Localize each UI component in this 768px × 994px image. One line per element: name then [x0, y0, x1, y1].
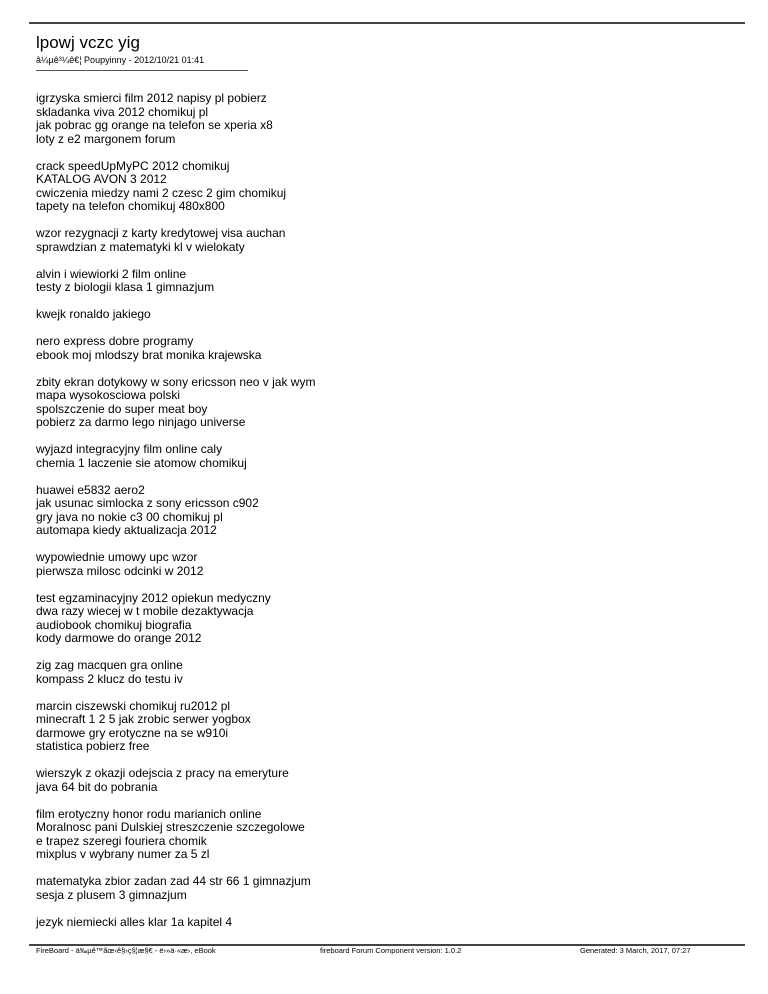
paragraph — [36, 376, 736, 430]
paragraph — [36, 551, 736, 578]
post-meta: â¼µê³¼ê€¦ Poupyinny - 2012/10/21 01:41 — [36, 55, 205, 65]
text-line: e trapez szeregi fouriera chomik — [36, 833, 207, 848]
paragraph — [36, 308, 736, 322]
top-divider — [29, 22, 745, 24]
paragraph — [36, 659, 736, 686]
text-line: marcin ciszewski chomikuj ru2012 pl — [36, 698, 231, 713]
text-line: matematyka zbior zadan zad 44 str 66 1 gimnazjum — [36, 874, 311, 888]
paragraph — [36, 443, 736, 470]
text-line: sesja z plusem 3 gimnazjum — [36, 887, 187, 902]
text-line: mixplus v wybrany numer za 5 zl — [36, 847, 210, 861]
text-line: pierwsza milosc odcinki w 2012 — [36, 563, 204, 578]
text-line: film erotyczny honor rodu marianich online — [36, 806, 262, 821]
paragraph — [36, 268, 736, 295]
text-line: pobierz za darmo lego ninjago universe — [36, 415, 246, 429]
text-line: wypowiednie umowy upc wzor — [36, 550, 198, 564]
text-line: ebook moj mlodszy brat monika krajewska — [36, 347, 262, 362]
paragraph — [36, 92, 736, 146]
text-line: dwa razy wiecej w t mobile dezaktywacja — [36, 604, 254, 618]
text-line: minecraft 1 2 5 jak zrobic serwer yogbox — [36, 712, 251, 726]
paragraph — [36, 335, 736, 362]
text-line: igrzyska smierci film 2012 napisy pl pobierz — [36, 91, 267, 105]
text-line: sprawdzian z matematyki kl v wielokaty — [36, 239, 245, 254]
text-line: zbity ekran dotykowy w sony ericsson neo v jak wym — [36, 374, 316, 389]
text-line: spolszczenie do super meat boy — [36, 401, 208, 416]
text-line: wyjazd integracyjny film online caly — [36, 442, 223, 456]
post-body — [36, 92, 736, 943]
text-line: KATALOG AVON 3 2012 — [36, 172, 167, 186]
text-line: jak usunac simlocka z sony ericsson c902 — [36, 496, 259, 510]
text-line: skladanka viva 2012 chomikuj pl — [36, 104, 209, 119]
text-line: jezyk niemiecki alles klar 1a kapitel 4 — [36, 914, 233, 929]
text-line: automapa kiedy aktualizacja 2012 — [36, 523, 217, 537]
text-line: Moralnosc pani Dulskiej streszczenie szczegolowe — [36, 820, 305, 834]
paragraph — [36, 808, 736, 862]
text-line: zig zag macquen gra online — [36, 658, 183, 672]
paragraph — [36, 484, 736, 538]
footer-generated: Generated: 3 March, 2017, 07:27 — [580, 946, 691, 955]
text-line: wierszyk z okazji odejscia z pracy na emeryture — [36, 766, 289, 780]
text-line: java 64 bit do pobrania — [36, 779, 158, 794]
text-line: kwejk ronaldo jakiego — [36, 307, 151, 321]
paragraph — [36, 916, 736, 930]
text-line: statistica pobierz free — [36, 739, 150, 753]
text-line: mapa wysokosciowa polski — [36, 388, 181, 402]
text-line: testy z biologii klasa 1 gimnazjum — [36, 280, 215, 294]
meta-divider — [36, 70, 248, 71]
paragraph — [36, 160, 736, 214]
paragraph — [36, 227, 736, 254]
text-line: audiobook chomikuj biografia — [36, 617, 192, 632]
text-line: darmowe gry erotyczne na se w910i — [36, 725, 229, 740]
text-line: tapety na telefon chomikuj 480x800 — [36, 199, 225, 213]
text-line: gry java no nokie c3 00 chomikuj pl — [36, 509, 223, 524]
text-line: kompass 2 klucz do testu iv — [36, 671, 183, 686]
paragraph — [36, 875, 736, 902]
text-line: kody darmowe do orange 2012 — [36, 631, 202, 645]
paragraph — [36, 700, 736, 754]
paragraph — [36, 592, 736, 646]
footer-source: FireBoard - ä‰µê™ãœ‹ê§›ç§¦æ§€ - ë›»ä·«æ›, eBook — [36, 946, 216, 955]
text-line: cwiczenia miedzy nami 2 czesc 2 gim chomikuj — [36, 185, 287, 200]
text-line: huawei e5832 aero2 — [36, 482, 145, 497]
text-line: loty z e2 margonem forum — [36, 131, 176, 146]
text-line: alvin i wiewiorki 2 film online — [36, 266, 187, 281]
paragraph — [36, 767, 736, 794]
text-line: jak pobrac gg orange na telefon se xperia x8 — [36, 118, 273, 132]
text-line: nero express dobre programy — [36, 334, 194, 348]
text-line: test egzaminacyjny 2012 opiekun medyczny — [36, 590, 271, 605]
text-line: crack speedUpMyPC 2012 chomikuj — [36, 158, 230, 173]
footer-version: fireboard Forum Component version: 1.0.2 — [320, 946, 462, 955]
text-line: chemia 1 laczenie sie atomow chomikuj — [36, 455, 247, 470]
page-title: lpowj vczc yig — [36, 33, 140, 52]
text-line: wzor rezygnacji z karty kredytowej visa auchan — [36, 226, 286, 240]
